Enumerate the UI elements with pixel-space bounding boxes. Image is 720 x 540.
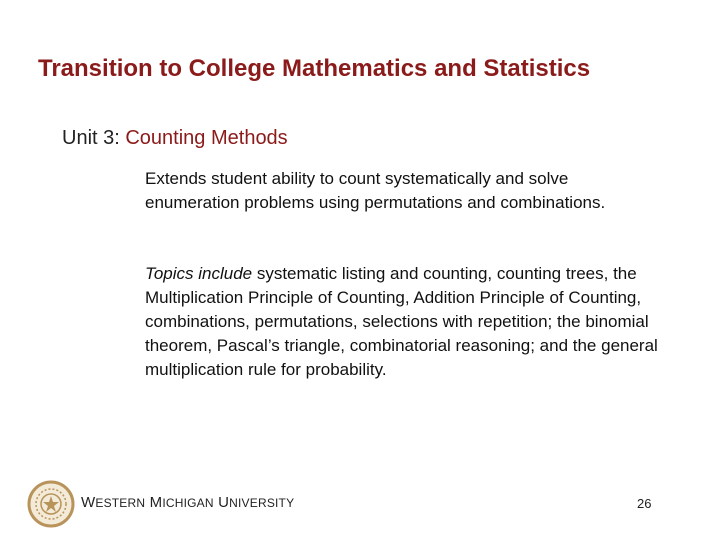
slide-title: Transition to College Mathematics and Statistics bbox=[38, 55, 591, 82]
university-seal-icon bbox=[27, 480, 75, 528]
page-number: 26 bbox=[637, 496, 652, 511]
unit-heading bbox=[62, 127, 288, 150]
unit-name: Counting Methods bbox=[125, 127, 288, 149]
unit-label: Unit 3: bbox=[62, 127, 126, 149]
topics-paragraph bbox=[145, 262, 665, 382]
topics-lead: Topics include bbox=[145, 264, 253, 283]
topics-text: systematic listing and counting, counting trees, the Multiplication Principle of Counting, Addition Principle of Counting, combinations, permutations, selections with repetition; the binomial theorem, Pascal’s triangle, combinatorial reasoning; and the general multiplication rule for probability. bbox=[145, 264, 658, 379]
university-name: WESTERN MICHIGAN UNIVERSITY bbox=[81, 494, 295, 511]
unit-description: Extends student ability to count systematically and solve enumeration problems using permutations and combinations. bbox=[145, 169, 606, 212]
